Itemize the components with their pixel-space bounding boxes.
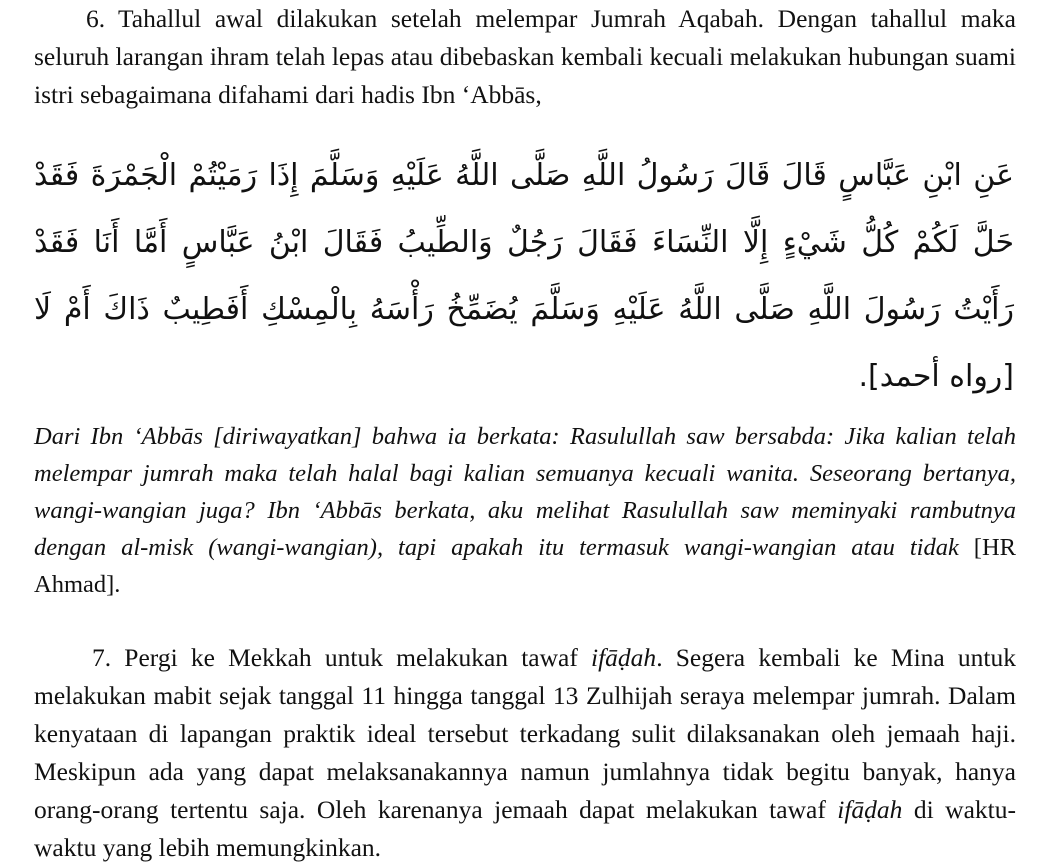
hadith-translation	[34, 418, 1016, 603]
list-item-7-text-a: Pergi ke Mekkah untuk melakukan tawaf	[111, 643, 592, 672]
list-item-6-body: Tahallul awal dilakukan setelah melempar Jumrah Aqabah. Dengan tahallul maka seluruh larangan ihram telah lepas atau dibebaskan kembali kecuali melakukan hubungan suami istri sebagaimana difahami dari hadis Ibn ‘Abbās,	[34, 4, 1016, 109]
list-item-6	[34, 0, 1016, 114]
term-ifadah: ifāḍah	[837, 795, 903, 824]
list-item-7	[34, 639, 1016, 867]
document-page	[34, 0, 1016, 867]
term-ifadah: ifāḍah	[591, 643, 657, 672]
list-item-7-text-b: . Segera kembali ke Mina untuk melakukan mabit sejak tanggal 11 hingga tanggal 13 Zulhijah seraya melempar jumrah. Dalam kenyataan di lapangan praktik ideal tersebut terkadang sulit dilaksanakan oleh jemaah haji. Meskipun ada yang dapat melaksanakannya namun jumlahnya tidak begitu banyak, hanya orang-orang tertentu saja. Oleh karenanya jemaah dapat melakukan tawaf	[34, 643, 1016, 824]
translation-text: Dari Ibn ‘Abbās [diriwayatkan] bahwa ia berkata: Rasulullah saw bersabda: Jika kalian telah melempar jumrah maka telah halal bagi kalian semuanya kecuali wanita. Seseorang bertanya, wangi-wangian juga? Ibn ‘Abbās berkata, aku melihat Rasulullah saw meminyaki rambutnya dengan al-misk (wangi-wangian), tapi apakah itu termasuk wangi-wangian atau tidak	[34, 423, 1016, 561]
list-item-6-text	[34, 4, 1016, 109]
arabic-hadith-text: عَنِ ابْنِ عَبَّاسٍ قَالَ قَالَ رَسُولُ اللَّهِ صَلَّى اللَّهُ عَلَيْهِ وَسَلَّمَ إِذَا رَمَيْتُمْ الْجَمْرَةَ فَقَدْ حَلَّ لَكُمْ كُلُّ شَيْءٍ إِلَّا النِّسَاءَ فَقَالَ رَجُلٌ وَالطِّيبُ فَقَالَ ابْنُ عَبَّاسٍ أَمَّا أَنَا فَقَدْ رَأَيْتُ رَسُولَ اللَّهِ صَلَّى اللَّهُ عَلَيْهِ وَسَلَّمَ يُضَمِّخُ رَأْسَهُ بِالْمِسْكِ أَفَطِيبٌ ذَاكَ أَمْ لَا [رواه أحمد].	[34, 158, 1014, 394]
list-item-6-number: 6.	[86, 4, 106, 33]
hadith-citation: [HR Ahmad].	[34, 534, 1016, 598]
list-item-7-number: 7.	[92, 643, 112, 672]
list-item-7-text-c: di waktu-waktu yang lebih memungkinkan.	[34, 795, 1016, 862]
